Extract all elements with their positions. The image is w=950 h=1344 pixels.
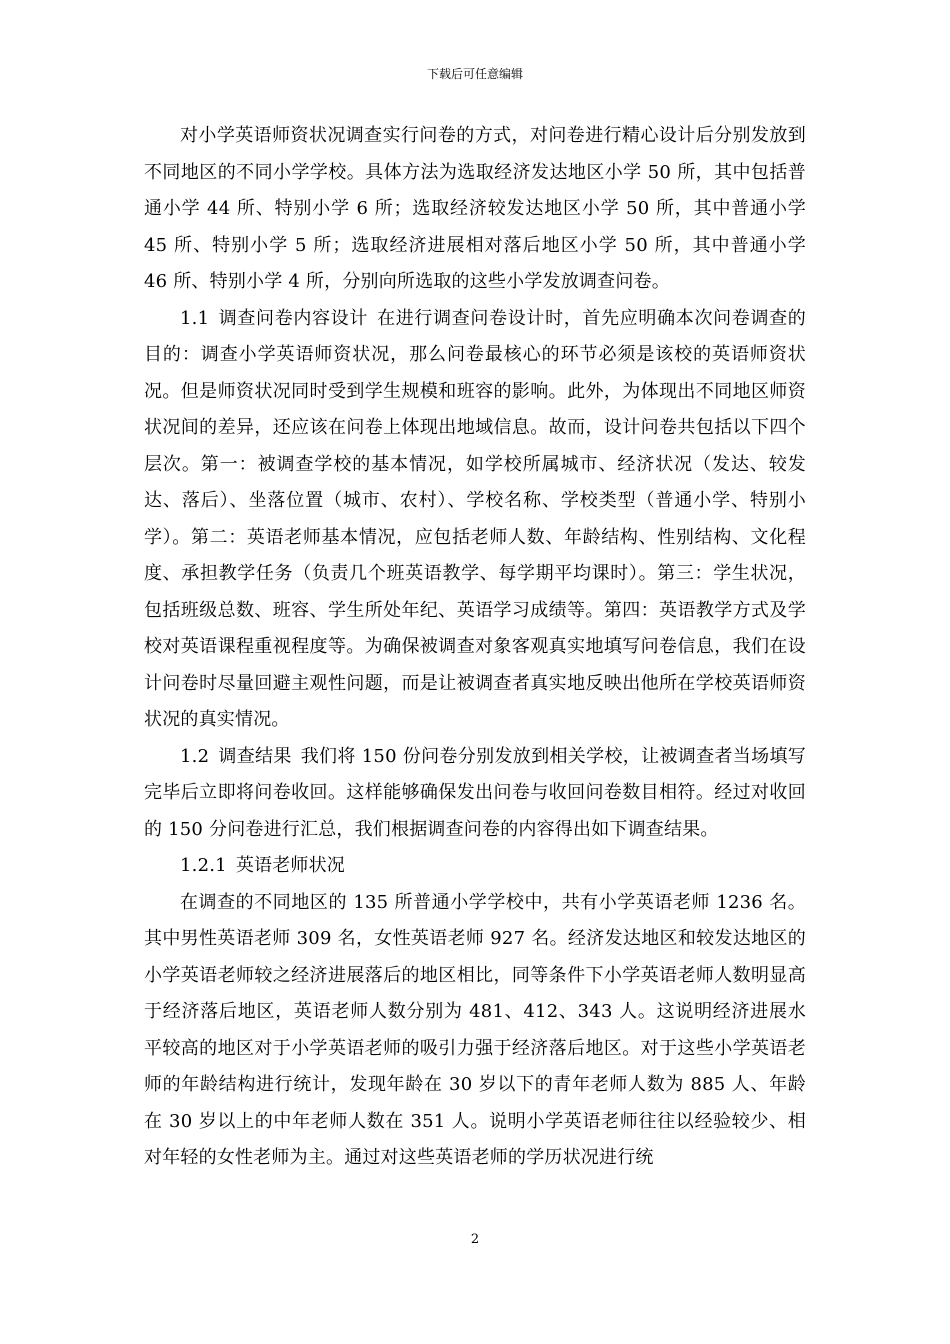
page-header: 下载后可任意编辑 [426, 67, 523, 81]
subsection-number: 1.2.1 [180, 855, 227, 876]
section-body: 在进行调查问卷设计时，首先应明确本次问卷调查的目的：调查小学英语师资状况，那么问卷最核心的环节必须是该校的英语师资状况。但是师资状况同时受到学生规模和班容的影响。此外，为体现出不同地区师资状况间的差异，还应该在问卷上体现出地域信息。故而，设计问卷共包括以下四个层次。第一：被调查学校的基本情况，如学校所属城市、经济状况（发达、较发达、落后）、坐落位置（城市、农村）、学校名称、学校类型（普通小学、特别小学）。第二：英语老师基本情况，应包括老师人数、年龄结构、性别结构、文化程度、承担教学任务（负责几个班英语教学、每学期平均课时）。第三：学生状况，包括班级总数、班容、学生所处年纪、英语学习成绩等。第四：英语教学方式及学校对英语课程重视程度等。为确保被调查对象客观真实地填写问卷信息，我们在设计问卷时尽量回避主观性问题，而是让被调查者真实地反映出他所在学校英语师资状况的真实情况。 [144, 307, 806, 730]
section-number: 1.2 [180, 745, 210, 767]
paragraph-teacher-status: 在调查的不同地区的 135 所普通小学学校中，共有小学英语老师 1236 名。其中男性英语老师 309 名，女性英语老师 927 名。经济发达地区和较发达地区的小学英语老师较之经济进展落后的地区相比，同等条件下小学英语老师人数明显高于经济落后地区，英语老师人数分别为 481、412、343 人。这说明经济进展水平较高的地区对于小学英语老师的吸引力强于经济落后地区。对于这些小学英语老师的年龄结构进行统计，发现年龄在 30 岁以下的青年老师人数为 885 人、年龄在 30 岁以上的中年老师人数在 351 人。说明小学英语老师往往以经验较少、相对年轻的女性老师为主。通过对这些英语老师的学历状况进行统 [144, 891, 806, 1168]
paragraph-survey-method: 对小学英语师资状况调查实行问卷的方式，对问卷进行精心设计后分别发放到不同地区的不同小学学校。具体方法为选取经济发达地区小学 50 所，其中包括普通小学 44 所、特别小学 6 所；选取经济较发达地区小学 50 所，其中普通小学 45 所、特别小学 5 所；选取经济进展相对落后地区小学 50 所，其中普通小学 46 所、特别小学 4 所，分别向所选取的这些小学发放调查问卷。 [144, 125, 806, 292]
paragraph-survey-results [144, 739, 806, 849]
subsection-title: 英语老师状况 [235, 855, 346, 876]
section-title: 调查结果 [218, 745, 292, 767]
page-number: 2 [470, 1232, 480, 1247]
document-body [144, 118, 806, 1177]
section-body: 我们将 150 份问卷分别发放到相关学校，让被调查者当场填写完毕后立即将问卷收回。这样能够确保发出问卷与收回问卷数目相符。经过对收回的 150 分问卷进行汇总，我们根据调查问卷的内容得出如下调查结果。 [144, 745, 806, 840]
section-title: 调查问卷内容设计 [218, 307, 369, 329]
paragraph-questionnaire-design [144, 301, 806, 739]
subsection-heading [144, 848, 806, 885]
section-number: 1.1 [180, 307, 210, 329]
